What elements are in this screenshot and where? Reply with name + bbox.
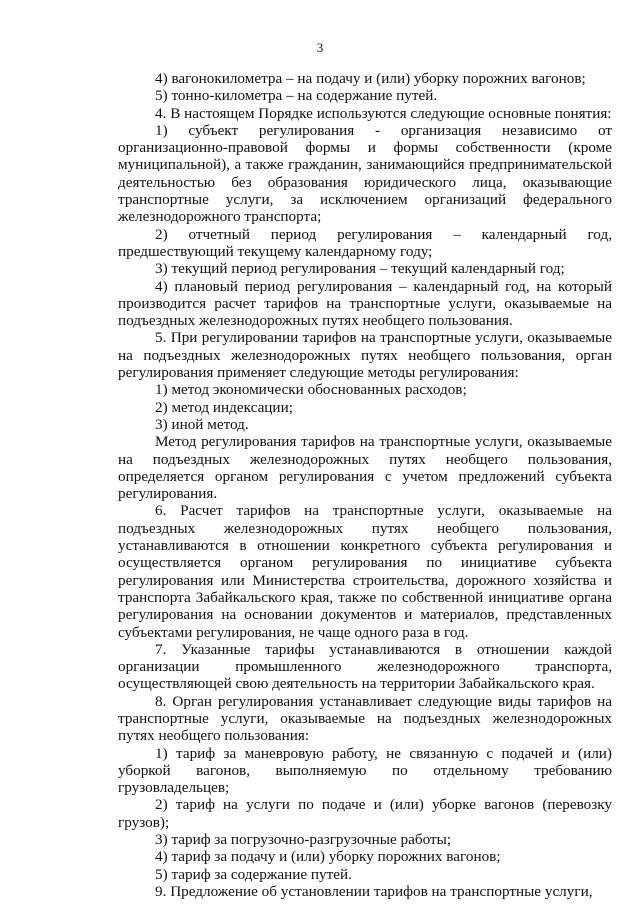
paragraph: 2) метод индексации; — [155, 398, 293, 416]
paragraph: 1) тариф за маневровую работу, не связанную с подачей и (или) уборкой вагонов, выполняемую по отдельному требованию грузовладельцев; — [118, 744, 612, 797]
paragraph: 7. Указанные тарифы устанавливаются в отношении каждой организации промышленного железнодорожного транспорта, осуществляющей свою деятельность на территории Забайкальского края. — [118, 640, 612, 693]
paragraph: Метод регулирования тарифов на транспортные услуги, оказываемые на подъездных железнодорожных путях необщего пользования, определяется органом регулирования с учетом предложений субъекта регулирования. — [118, 433, 612, 503]
paragraph: 4) тариф за подачу и (или) уборку порожних вагонов; — [155, 848, 501, 866]
paragraph: 5. При регулировании тарифов на транспортные услуги, оказываемые на подъездных железнодорожных путях необщего пользования, орган регулирования применяет следующие методы регулирования: — [118, 329, 612, 382]
paragraph: 3) текущий период регулирования – текущий календарный год; — [155, 260, 565, 278]
paragraph: 2) тариф на услуги по подаче и (или) уборке вагонов (перевозку грузов); — [118, 796, 612, 831]
paragraph: 4. В настоящем Порядке используются следующие основные понятия: — [155, 104, 612, 122]
paragraph: 4) вагонокилометра – на подачу и (или) уборку порожних вагонов; — [155, 70, 586, 87]
paragraph: 5) тонно-километра – на содержание путей. — [155, 87, 438, 105]
paragraph: 1) метод экономически обоснованных расходов; — [155, 381, 467, 399]
document-body — [118, 70, 612, 900]
paragraph: 3) тариф за погрузочно-разгрузочные работы; — [155, 831, 452, 849]
paragraph: 2) отчетный период регулирования – календарный год, предшествующий текущему календарному году; — [118, 225, 612, 260]
paragraph: 5) тариф за содержание путей. — [155, 865, 352, 883]
paragraph: 4) плановый период регулирования – календарный год, на который производится расчет тарифов на транспортные услуги, оказываемые на подъездных железнодорожных путях необщего пользования. — [118, 277, 612, 330]
paragraph: 3) иной метод. — [155, 415, 249, 433]
page-number: 3 — [316, 40, 324, 55]
paragraph: 6. Расчет тарифов на транспортные услуги, оказываемые на подъездных железнодорожных путях необщего пользования, устанавливаются в отношении конкретного субъекта регулирования и осуществляется органом регулирования по инициативе субъекта регулирования или Министерства строительства, дорожного хозяйства и транспорта Забайкальского края, также по собственной инициативе органа регулирования на основании документов и материалов, представленных субъектами регулирования, не чаще одного раза в год. — [118, 502, 612, 641]
paragraph: 1) субъект регулирования - организация независимо от организационно-правовой формы и формы собственности (кроме муниципальной), а также гражданин, занимающийся предпринимательской деятельностью без образования юридического лица, оказывающие транспортные услуги, за исключением организаций федерального железнодорожного транспорта; — [118, 121, 612, 226]
paragraph: 8. Орган регулирования устанавливает следующие виды тарифов на транспортные услуги, оказываемые на подъездных железнодорожных путях необщего пользования: — [118, 692, 612, 745]
paragraph: 9. Предложение об установлении тарифов на транспортные услуги, — [155, 882, 593, 900]
